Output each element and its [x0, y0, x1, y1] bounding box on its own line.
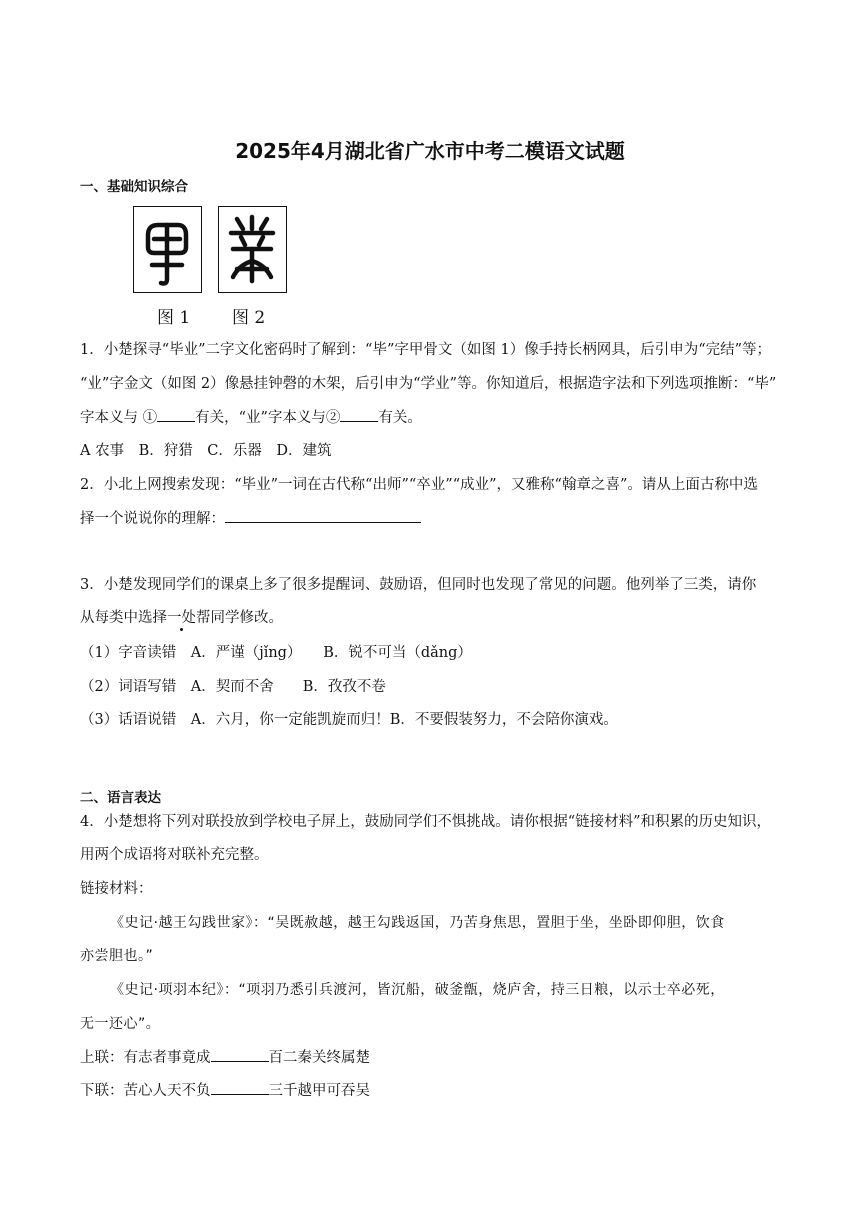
question-3-item-1: （1）字音读错 A．严谨（jǐng） B．锐不可当（dǎng）	[80, 645, 472, 661]
quote-1-line-1: 《史记·越王勾践世家》：“吴既赦越，越王勾践返国，乃苦身焦思，置胆于坐，坐卧即仰胆，饮食	[110, 915, 725, 931]
couplet-lower-a: 下联：苦心人天不负	[80, 1083, 211, 1099]
question-1-text-a: 字本义与 ①	[80, 410, 158, 426]
link-material-label: 链接材料：	[80, 881, 153, 897]
quote-1-line-2: 亦尝胆也。”	[80, 948, 154, 964]
section-heading-basics: 一、基础知识综合	[80, 179, 188, 195]
answer-blank-3[interactable]	[225, 508, 421, 523]
couplet-upper-a: 上联：有志者事竟成	[80, 1050, 211, 1066]
quote-2-line-2: 无一还心”。	[80, 1016, 161, 1032]
question-2-line-1: 2．小北上网搜索发现：“毕业”一词在古代称“出师”“卒业”“成业”，又雅称“翰章之喜”。请从上面古称中选	[80, 477, 758, 493]
figure-2-caption: 图 2	[232, 308, 266, 328]
figure-1-caption: 图 1	[157, 308, 191, 328]
question-1-line-2: “业”字金文（如图 2）像悬挂钟磬的木架，后引申为“学业”等。你知道后，根据造字法和下列选项推断：“毕”	[80, 376, 777, 392]
answer-blank-2[interactable]	[340, 407, 378, 422]
quote-2-line-1: 《史记·项羽本纪》：“项羽乃悉引兵渡河，皆沉船，破釜甑，烧庐舍，持三日粮，以示士卒必死，	[110, 982, 725, 998]
question-3-text-a: 从每类中选择	[80, 610, 167, 626]
question-3-item-2: （2）词语写错 A．契而不舍 B．孜孜不卷	[80, 679, 386, 695]
page-title: 2025年4月湖北省广水市中考二模语文试题	[235, 139, 625, 163]
answer-blank-1[interactable]	[157, 407, 195, 422]
question-2-prompt: 择一个说说你的理解：	[80, 511, 225, 527]
question-3-line-2	[80, 608, 283, 628]
answer-blank-upper[interactable]	[211, 1047, 269, 1062]
answer-blank-lower[interactable]	[211, 1080, 269, 1095]
couplet-lower-b: 三千越甲可吞吴	[268, 1083, 370, 1099]
question-1-line-1: 1．小楚探寻“毕业”二字文化密码时了解到：“毕”字甲骨文（如图 1）像手持长柄网具，后引申为“完结”等；	[80, 342, 772, 358]
question-1-text-b: 有关，“业”字本义与②	[195, 410, 341, 426]
question-3-line-1: 3．小楚发现同学们的课桌上多了很多提醒词、鼓励语，但同时也发现了常见的问题。他列举了三类，请你	[80, 577, 757, 593]
question-3-item-3: （3）话语说错 A．六月，你一定能凯旋而归！B．不要假装努力，不会陪你演戏。	[80, 712, 618, 728]
couplet-upper	[80, 1047, 370, 1068]
question-1-text-c: 有关。	[378, 410, 422, 426]
figure-2-image	[218, 206, 287, 293]
question-4-line-1: 4．小楚想将下列对联投放到学校电子屏上，鼓励同学们不惧挑战。请你根据“链接材料”和积累的历史知识，	[80, 814, 772, 830]
question-1-options: A 农事 B．狩猎 C．乐器 D．建筑	[80, 443, 332, 459]
emphasized-text: 一处	[167, 610, 196, 626]
question-2-line-2	[80, 508, 421, 529]
question-4-line-2: 用两个成语将对联补充完整。	[80, 847, 269, 863]
oracle-bone-bi-glyph	[134, 207, 201, 292]
couplet-upper-b: 百二秦关终属楚	[268, 1050, 370, 1066]
figure-1-image	[133, 206, 202, 293]
question-3-text-c: 帮同学修改。	[196, 610, 283, 626]
question-1-line-3	[80, 407, 422, 428]
couplet-lower	[80, 1080, 370, 1101]
section-heading-expression: 二、语言表达	[80, 790, 161, 806]
bronze-script-ye-glyph	[219, 207, 286, 292]
